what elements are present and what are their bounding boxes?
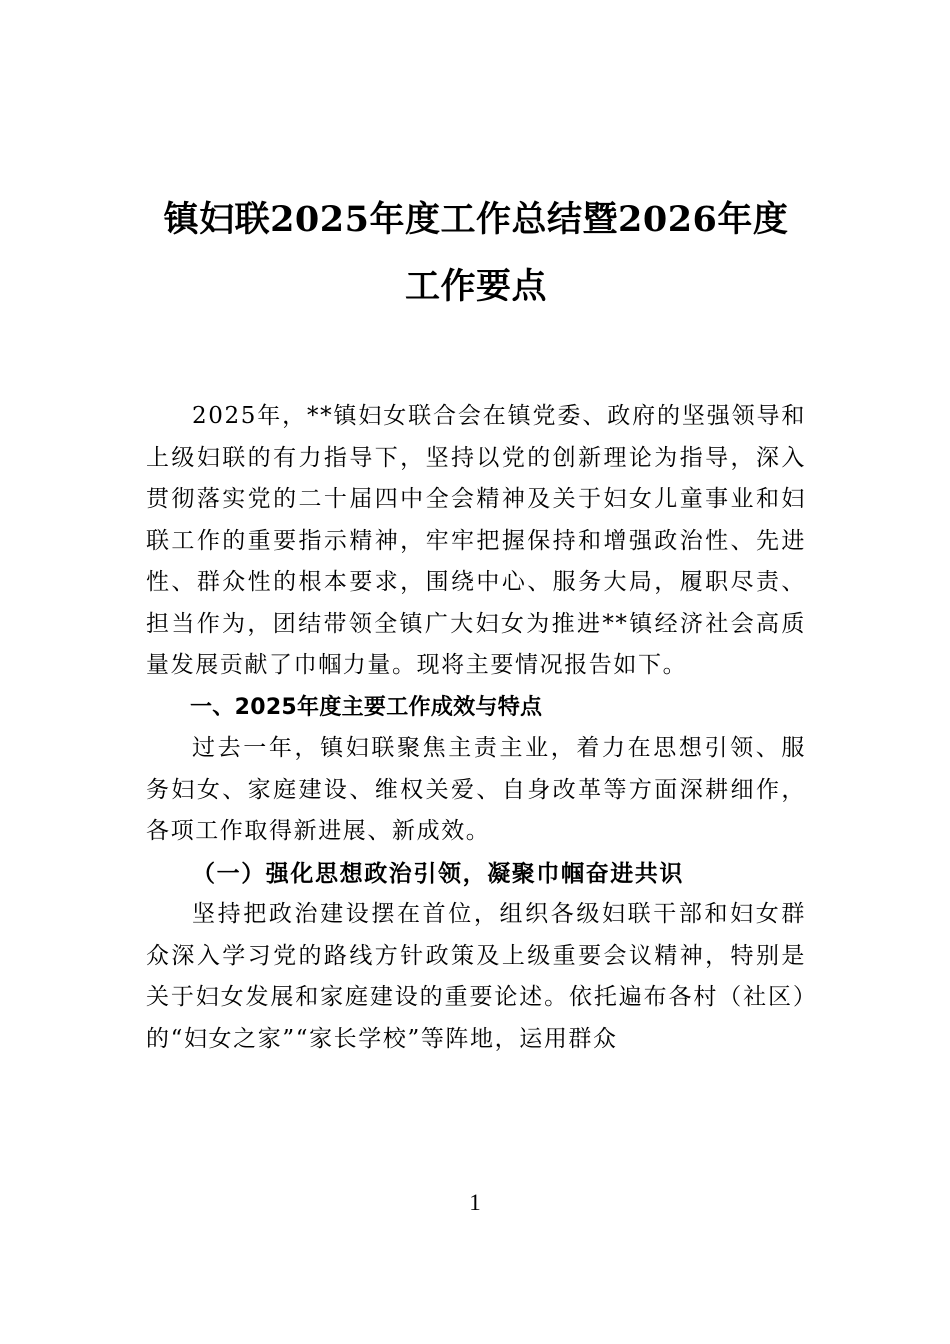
intro-paragraph: 2025年，**镇妇女联合会在镇党委、政府的坚强领导和上级妇联的有力指导下，坚持以党的创新理论为指导，深入贯彻落实党的二十届四中全会精神及关于妇女儿童事业和妇联工作的重要指示精神，牢牢把握保持和增强政治性、先进性、群众性的根本要求，围绕中心、服务大局，履职尽责、担当作为，团结带领全镇广大妇女为推进**镇经济社会高质量发展贡献了巾帼力量。现将主要情况报告如下。 [146,403,806,678]
document-body [146,396,806,1060]
page-number: 1 [469,1190,481,1215]
subsection-heading-1: （一）强化思想政治引领，凝聚巾帼奋进共识 [192,859,684,887]
section-1-paragraph: 过去一年，镇妇联聚焦主责主业，着力在思想引领、服务妇女、家庭建设、维权关爱、自身改革等方面深耕细作，各项工作取得新进展、新成效。 [146,735,806,844]
section-heading-1: 一、2025年度主要工作成效与特点 [190,694,543,720]
subsection-1-paragraph: 坚持把政治建设摆在首位，组织各级妇联干部和妇女群众深入学习党的路线方针政策及上级重要会议精神，特别是关于妇女发展和家庭建设的重要论述。依托遍布各村（社区）的“妇女之家”“家长学校”等阵地，运用群众 [146,901,806,1052]
document-title: 镇妇联2025年度工作总结暨2026年度工作要点 [163,199,789,307]
